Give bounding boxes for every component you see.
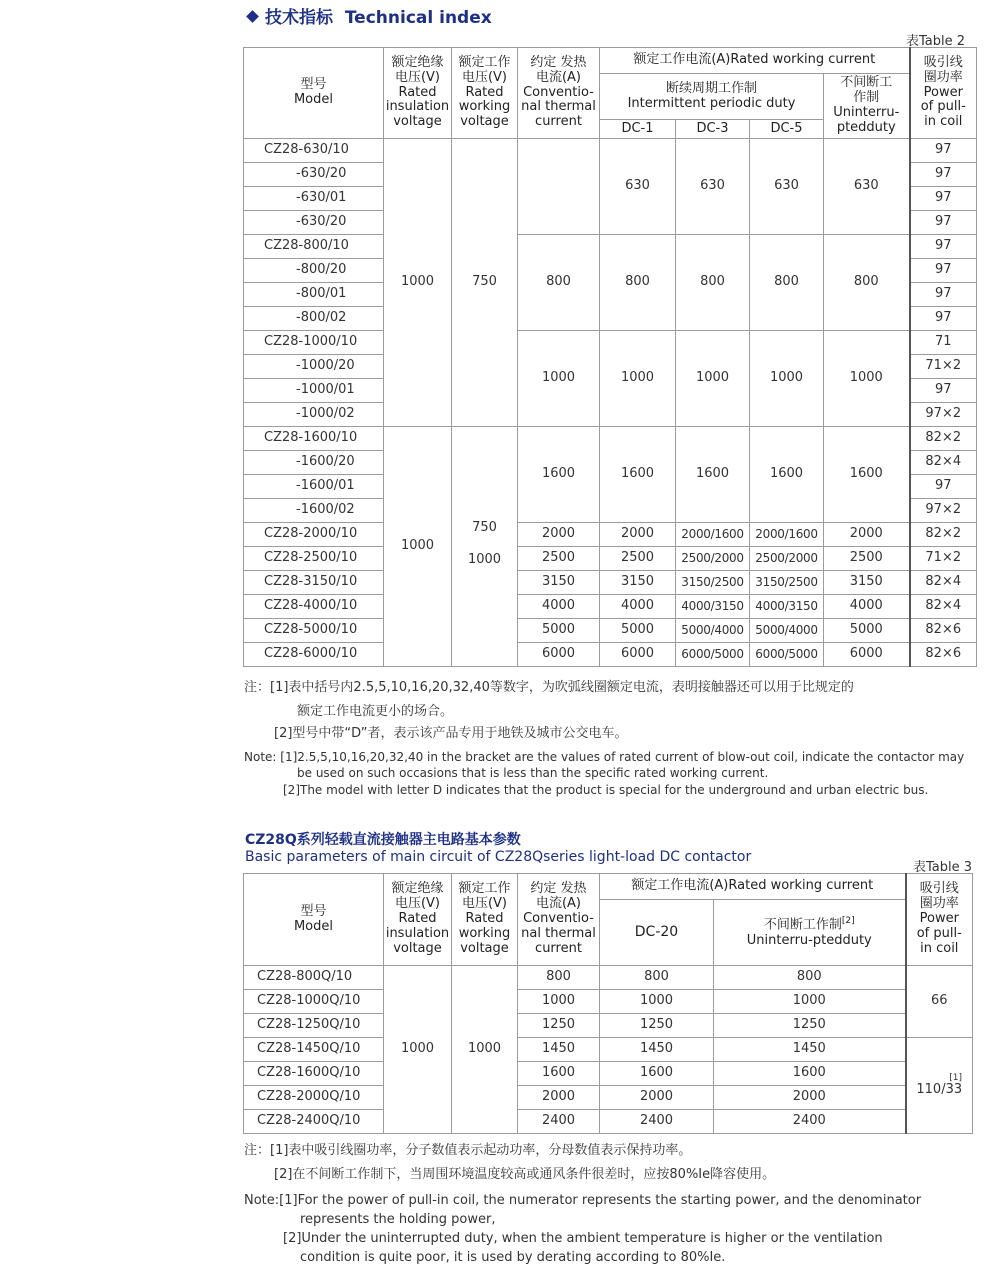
model-cell: CZ28-800Q/10 (244, 966, 384, 990)
coil-power-cell: 97×2 (910, 499, 977, 523)
uninterrupted-cell: 5000 (824, 619, 910, 643)
dc5-cell: 800 (750, 235, 824, 331)
coil-power-cell: 71×2 (910, 355, 977, 379)
coil-power-cell: 97×2 (910, 403, 977, 427)
dc1-cell: 5000 (600, 619, 676, 643)
uninterrupted-cell: 2500 (824, 547, 910, 571)
model-cell: CZ28-1600Q/10 (244, 1062, 384, 1086)
insulation-voltage-cell: 1000 (384, 139, 452, 427)
dc20-cell: 1000 (600, 990, 714, 1014)
uninterrupted-cell: 2000 (824, 523, 910, 547)
model-cell: -1000/02 (244, 403, 384, 427)
thermal-current-cell: 3150 (518, 571, 600, 595)
table-row (244, 235, 977, 259)
table-row (244, 595, 977, 619)
table-row (244, 643, 977, 667)
header-coil-power: 吸引线 圈功率 Power of pull- in coil (910, 48, 977, 139)
model-cell: -630/20 (244, 163, 384, 187)
table-row (244, 547, 977, 571)
table-row (244, 990, 973, 1014)
uninterrupted-cell: 1600 (714, 1062, 906, 1086)
footnote-marker: [1] (949, 1072, 963, 1083)
thermal-current-cell: 5000 (518, 619, 600, 643)
coil-power-cell: 97 (910, 307, 977, 331)
table2-label: 表Table 2 (906, 34, 966, 49)
dc3-cell: 2500/2000 (676, 547, 750, 571)
model-cell: CZ28-1000Q/10 (244, 990, 384, 1014)
model-cell: CZ28-5000/10 (244, 619, 384, 643)
coil-power-cell: 82×6 (910, 643, 977, 667)
note2-en-2: [2]Under the uninterrupted duty, when the ambient temperature is higher or the ventilation (283, 1231, 883, 1246)
dc3-cell: 630 (676, 139, 750, 235)
working-voltage-cell (452, 427, 518, 667)
coil-power-cell (906, 1038, 973, 1134)
uninterrupted-cell: 1450 (714, 1038, 906, 1062)
coil-power-cell: 82×4 (910, 451, 977, 475)
note2-en-2b: condition is quite poor, it is used by derating according to 80%Ie. (300, 1250, 726, 1265)
dc3-cell: 4000/3150 (676, 595, 750, 619)
table-row (244, 427, 977, 451)
table-row (244, 1110, 973, 1134)
table-row (244, 1038, 973, 1062)
model-cell: -630/20 (244, 211, 384, 235)
table-row (244, 139, 977, 163)
dc1-cell: 6000 (600, 643, 676, 667)
dc5-cell: 5000/4000 (750, 619, 824, 643)
model-cell: CZ28-2500/10 (244, 547, 384, 571)
model-cell: CZ28-2400Q/10 (244, 1110, 384, 1134)
dc20-cell: 2400 (600, 1110, 714, 1134)
header-working-voltage: 额定工作 电压(V) Rated working voltage (452, 48, 518, 139)
header-uninterrupted: 不间断工 作制 Uninterru- pteddutу (824, 74, 910, 139)
technical-index-table (243, 47, 977, 667)
thermal-current-cell: 800 (518, 235, 600, 331)
table-row (244, 331, 977, 355)
dc1-cell: 2500 (600, 547, 676, 571)
uninterrupted-cell: 2000 (714, 1086, 906, 1110)
dc20-cell: 2000 (600, 1086, 714, 1110)
uninterrupted-cell: 800 (714, 966, 906, 990)
dc20-cell: 800 (600, 966, 714, 990)
thermal-current-cell: 1250 (518, 1014, 600, 1038)
model-cell: CZ28-1000/10 (244, 331, 384, 355)
model-cell: -800/01 (244, 283, 384, 307)
thermal-current-cell: 2500 (518, 547, 600, 571)
model-cell: CZ28-2000Q/10 (244, 1086, 384, 1110)
note2-en-1b: represents the holding power, (300, 1212, 496, 1227)
header-rated-working-current: 额定工作电流(A)Rated working current (600, 48, 910, 74)
t3-header-coil-power: 吸引线 圈功率 Power of pull- in coil (906, 874, 973, 966)
header-dc3: DC-3 (676, 120, 750, 139)
coil-power-cell: 71×2 (910, 547, 977, 571)
header-insulation-voltage: 额定绝缘 电压(V) Rated insulation voltage (384, 48, 452, 139)
model-cell: -1600/20 (244, 451, 384, 475)
model-cell: CZ28-630/10 (244, 139, 384, 163)
table-row (244, 1062, 973, 1086)
dc1-cell: 2000 (600, 523, 676, 547)
model-cell: -1600/02 (244, 499, 384, 523)
dc3-cell: 3150/2500 (676, 571, 750, 595)
subtitle-cn: CZ28Q系列轻载直流接触器主电路基本参数 (245, 832, 521, 848)
t3-header-working-voltage: 额定工作 电压(V) Rated working voltage (452, 874, 518, 966)
dc3-cell: 2000/1600 (676, 523, 750, 547)
model-cell: CZ28-1600/10 (244, 427, 384, 451)
thermal-current-cell: 1600 (518, 427, 600, 523)
insulation-voltage-cell: 1000 (384, 427, 452, 667)
table-row (244, 966, 973, 990)
section-title (245, 3, 492, 28)
dc3-cell: 5000/4000 (676, 619, 750, 643)
thermal-current-cell (518, 139, 600, 235)
uninterrupted-cell: 1600 (824, 427, 910, 523)
uninterrupted-cell: 2400 (714, 1110, 906, 1134)
t3-header-thermal-current: 约定 发热 电流(A) Conventio- nal thermal current (518, 874, 600, 966)
thermal-current-cell: 800 (518, 966, 600, 990)
dc20-cell: 1600 (600, 1062, 714, 1086)
header-dc1: DC-1 (600, 120, 676, 139)
thermal-current-cell: 1000 (518, 990, 600, 1014)
diamond-bullet-icon (246, 10, 259, 23)
note1-en-2: [2]The model with letter D indicates that the product is special for the underground and urban electric bus. (283, 783, 929, 797)
table-row (244, 1014, 973, 1038)
t3-header-dc20: DC-20 (600, 900, 714, 966)
dc5-cell: 1600 (750, 427, 824, 523)
model-cell: CZ28-800/10 (244, 235, 384, 259)
dc5-cell: 6000/5000 (750, 643, 824, 667)
t3-header-insulation-voltage: 额定绝缘 电压(V) Rated insulation voltage (384, 874, 452, 966)
section-title-en: Technical index (344, 8, 492, 28)
coil-power-cell: 97 (910, 475, 977, 499)
model-cell: CZ28-3150/10 (244, 571, 384, 595)
thermal-current-cell: 1000 (518, 331, 600, 427)
uninterrupted-cell: 6000 (824, 643, 910, 667)
uninterrupted-cell: 800 (824, 235, 910, 331)
dc1-cell: 1600 (600, 427, 676, 523)
note1-cn-2: [2]型号中带“D”者，表示该产品专用于地铁及城市公交电车。 (274, 726, 628, 741)
thermal-current-cell: 6000 (518, 643, 600, 667)
dc1-cell: 630 (600, 139, 676, 235)
t3-header-rated-working-current: 额定工作电流(A)Rated working current (600, 874, 906, 900)
model-cell: CZ28-2000/10 (244, 523, 384, 547)
header-intermittent: 断续周期工作制 Intermittent periodic duty (600, 74, 824, 120)
uninterrupted-cell: 4000 (824, 595, 910, 619)
coil-power-cell: 82×4 (910, 571, 977, 595)
dc5-cell: 1000 (750, 331, 824, 427)
model-cell: -1000/20 (244, 355, 384, 379)
table-row (244, 523, 977, 547)
dc3-cell: 800 (676, 235, 750, 331)
model-cell: -800/02 (244, 307, 384, 331)
coil-power-cell: 97 (910, 235, 977, 259)
dc5-cell: 630 (750, 139, 824, 235)
coil-power-cell: 82×6 (910, 619, 977, 643)
coil-power-cell: 97 (910, 379, 977, 403)
note2-en-1: Note:[1]For the power of pull-in coil, the numerator represents the starting power, and the denominator (244, 1193, 922, 1208)
model-cell: CZ28-1450Q/10 (244, 1038, 384, 1062)
insulation-voltage-cell: 1000 (384, 966, 452, 1134)
dc20-cell: 1250 (600, 1014, 714, 1038)
model-cell: CZ28-4000/10 (244, 595, 384, 619)
header-dc5: DC-5 (750, 120, 824, 139)
uninterrupted-cell: 3150 (824, 571, 910, 595)
header-thermal-current: 约定 发热 电流(A) Conventio- nal thermal current (518, 48, 600, 139)
dc5-cell: 2500/2000 (750, 547, 824, 571)
note1-cn-1: 注：[1]表中括号内2.5,5,10,16,20,32,40等数字，为吹弧线圈额定电流，表明接触器还可以用于比规定的 (244, 680, 854, 695)
dc1-cell: 3150 (600, 571, 676, 595)
coil-power-cell: 82×2 (910, 523, 977, 547)
model-cell: -1600/01 (244, 475, 384, 499)
table-row (244, 619, 977, 643)
thermal-current-cell: 2000 (518, 523, 600, 547)
thermal-current-cell: 1600 (518, 1062, 600, 1086)
model-cell: -800/20 (244, 259, 384, 283)
coil-power-cell: 71 (910, 331, 977, 355)
dc1-cell: 1000 (600, 331, 676, 427)
uninterrupted-cell: 630 (824, 139, 910, 235)
uninterrupted-cell: 1000 (824, 331, 910, 427)
thermal-current-cell: 2400 (518, 1110, 600, 1134)
coil-power-cell: 97 (910, 187, 977, 211)
uninterrupted-cell: 1000 (714, 990, 906, 1014)
dc5-cell: 2000/1600 (750, 523, 824, 547)
working-voltage-750: 750 (472, 520, 497, 536)
dc5-cell: 4000/3150 (750, 595, 824, 619)
working-voltage-1000: 1000 (467, 552, 502, 567)
dc20-cell: 1450 (600, 1038, 714, 1062)
coil-power-cell: 97 (910, 163, 977, 187)
table-row (244, 571, 977, 595)
table-row (244, 1086, 973, 1110)
model-cell: CZ28-1250Q/10 (244, 1014, 384, 1038)
note2-cn-2: [2]在不间断工作制下，当周围环境温度较高或通风条件很差时，应按80%Ie降容使用。 (274, 1167, 776, 1182)
thermal-current-cell: 2000 (518, 1086, 600, 1110)
t3-header-uninterrupted: 不间断工作制[2] Uninterru-ptedduty (714, 900, 906, 966)
model-cell: -1000/01 (244, 379, 384, 403)
note1-en-1: Note: [1]2.5,5,10,16,20,32,40 in the bracket are the values of rated current of blow-out coil, indicate the contactor may (244, 750, 965, 764)
dc5-cell: 3150/2500 (750, 571, 824, 595)
dc1-cell: 800 (600, 235, 676, 331)
coil-power-cell: 97 (910, 139, 977, 163)
dc1-cell: 4000 (600, 595, 676, 619)
coil-power-cell: 82×2 (910, 427, 977, 451)
note2-cn-1: 注：[1]表中吸引线圈功率，分子数值表示起动功率，分母数值表示保持功率。 (244, 1143, 692, 1158)
working-voltage-cell: 1000 (452, 966, 518, 1134)
working-voltage-cell: 750 (452, 139, 518, 427)
subtitle-en: Basic parameters of main circuit of CZ28Qseries light-load DC contactor (245, 849, 752, 865)
coil-power-value: 110/33 (916, 1082, 963, 1098)
note1-cn-1b: 额定工作电流更小的场合。 (297, 704, 454, 719)
coil-power-cell: 97 (910, 211, 977, 235)
dc3-cell: 1000 (676, 331, 750, 427)
model-cell: -630/01 (244, 187, 384, 211)
model-cell: CZ28-6000/10 (244, 643, 384, 667)
uninterrupted-cell: 1250 (714, 1014, 906, 1038)
section-title-cn: 技术指标 (265, 8, 333, 28)
coil-power-cell: 97 (910, 259, 977, 283)
note1-en-1b: be used on such occasions that is less than the specific rated working current. (297, 766, 769, 780)
table3-label: 表Table 3 (913, 860, 973, 875)
thermal-current-cell: 1450 (518, 1038, 600, 1062)
t3-header-model: 型号 Model (244, 874, 384, 966)
coil-power-cell: 97 (910, 283, 977, 307)
dc3-cell: 1600 (676, 427, 750, 523)
thermal-current-cell: 4000 (518, 595, 600, 619)
light-load-parameters-table (243, 873, 973, 1134)
coil-power-cell: 66 (906, 966, 973, 1038)
header-model: 型号 Model (244, 48, 384, 139)
coil-power-cell: 82×4 (910, 595, 977, 619)
dc3-cell: 6000/5000 (676, 643, 750, 667)
